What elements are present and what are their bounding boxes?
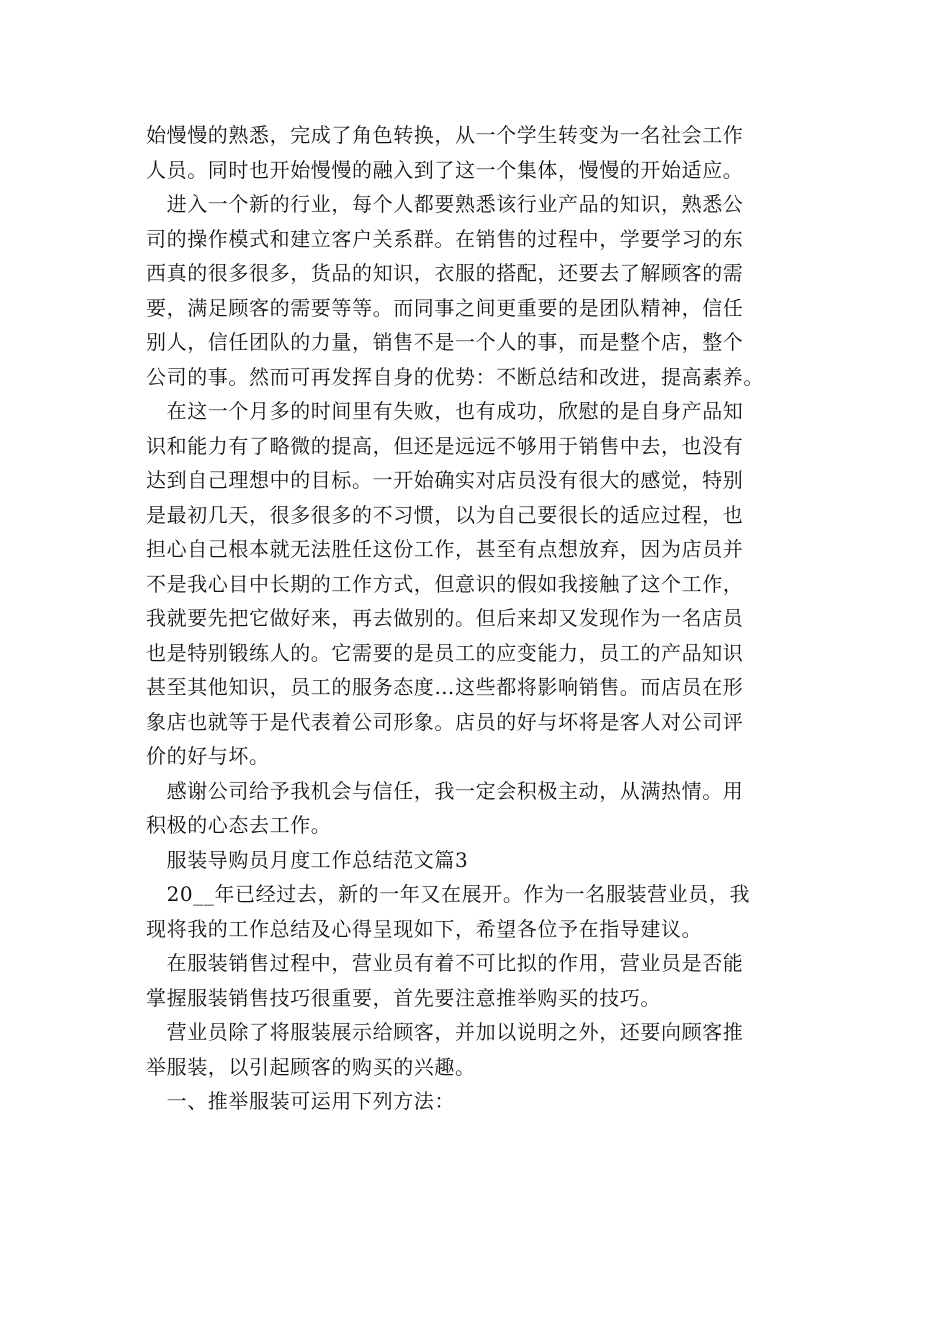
text-line: 担心自己根本就无法胜任这份工作，甚至有点想放弃，因为店员并 (146, 537, 744, 561)
text-line: 要，满足顾客的需要等等。而同事之间更重要的是团队精神，信任 (146, 295, 744, 320)
text-line: 不是我心目中长期的工作方式，但意识的假如我接触了这个工作， (146, 571, 744, 596)
text-line: 西真的很多很多，货品的知识，衣服的搭配，还要去了解顾客的需 (146, 261, 744, 285)
text-line: 也是特别锻练人的。它需要的是员工的应变能力，员工的产品知识 (146, 640, 744, 665)
section-heading: 服装导购员月度工作总结范文篇3 (146, 847, 469, 872)
text-line: 象店也就等于是代表着公司形象。店员的好与坏将是客人对公司评 (146, 709, 744, 734)
text-line: 识和能力有了略微的提高，但还是远远不够用于销售中去，也没有 (146, 433, 744, 458)
text-line: 积极的心态去工作。 (146, 813, 332, 837)
document-body (146, 118, 806, 1119)
text-line: 甚至其他知识，员工的服务态度…这些都将影响销售。而店员在形 (146, 675, 744, 699)
text-line: 进入一个新的行业，每个人都要熟悉该行业产品的知识，熟悉公 (146, 192, 744, 216)
text-line: 达到自己理想中的目标。一开始确实对店员没有很大的感觉，特别 (146, 468, 744, 492)
text-line: 别人，信任团队的力量，销售不是一个人的事，而是整个店，整个 (146, 330, 744, 354)
text-line: 人员。同时也开始慢慢的融入到了这一个集体，慢慢的开始适应。 (146, 157, 744, 182)
text-line: 感谢公司给予我机会与信任，我一定会积极主动，从满热情。用 (146, 778, 744, 803)
text-line: 司的操作模式和建立客户关系群。在销售的过程中，学要学习的东 (146, 226, 744, 251)
text-line: 掌握服装销售技巧很重要，首先要注意推举购买的技巧。 (146, 985, 661, 1010)
text-line: 20__年已经过去，新的一年又在展开。作为一名服装营业员，我 (146, 882, 751, 906)
text-line: 始慢慢的熟悉，完成了角色转换，从一个学生转变为一名社会工作 (146, 123, 744, 147)
text-line: 现将我的工作总结及心得呈现如下，希望各位予在指导建议。 (146, 916, 703, 941)
text-line: 是最初几天，很多很多的不习惯，以为自己要很长的适应过程，也 (146, 502, 744, 527)
text-line: 营业员除了将服装展示给顾客，并加以说明之外，还要向顾客推 (146, 1020, 744, 1044)
text-line: 价的好与坏。 (146, 744, 270, 768)
text-line: 在这一个月多的时间里有失败，也有成功，欣慰的是自身产品知 (146, 399, 744, 423)
text-line: 举服装，以引起顾客的购买的兴趣。 (146, 1054, 476, 1079)
text-line: 公司的事。然而可再发挥自身的优势：不断总结和改进，提高素养。 (146, 364, 764, 389)
list-heading: 一、推举服装可运用下列方法： (146, 1089, 455, 1113)
text-line: 我就要先把它做好来，再去做别的。但后来却又发现作为一名店员 (146, 606, 744, 630)
text-line: 在服装销售过程中，营业员有着不可比拟的作用，营业员是否能 (146, 951, 744, 975)
